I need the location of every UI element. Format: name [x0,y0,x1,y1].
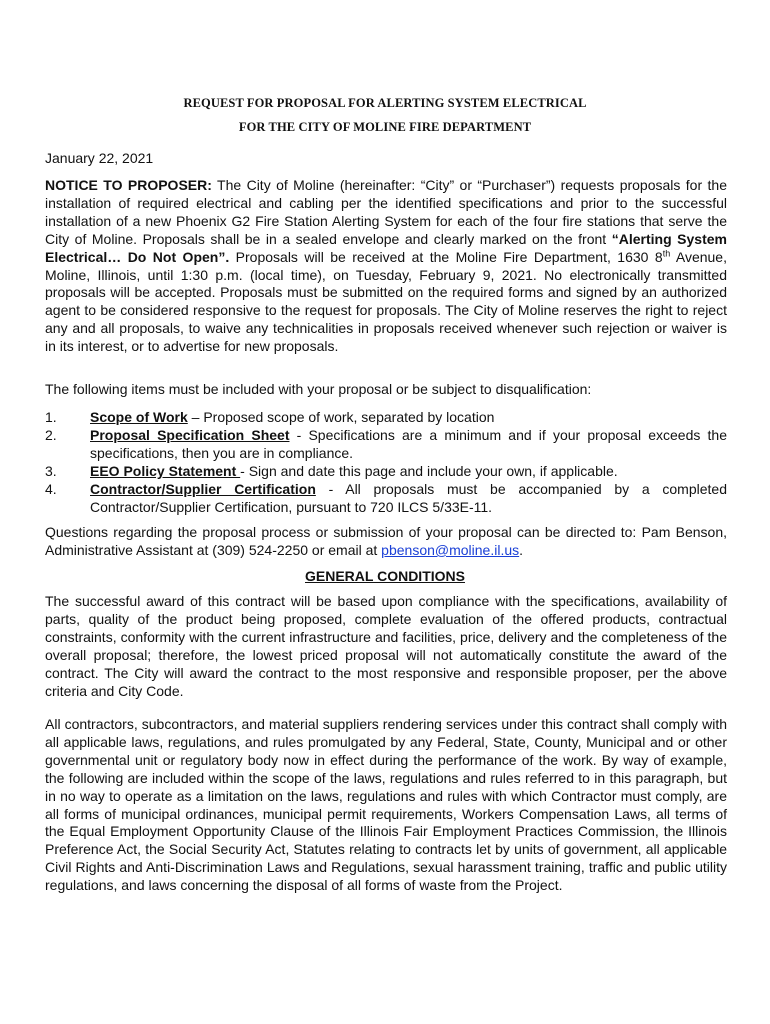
document-title-line-2: FOR THE CITY OF MOLINE FIRE DEPARTMENT [238,120,532,134]
notice-paragraph [45,177,727,356]
list-item-text [90,463,727,481]
list-item-description: - Sign and date this page and include your own, if applicable. [240,462,618,479]
list-item [45,409,727,427]
list-item-text [90,409,727,427]
list-item-number: 2. [45,426,57,443]
list-item-label: Contractor/Supplier Certification [90,480,316,497]
notice-text-c: Avenue, Moline, Illinois, until 1:30 p.m. (local time), on Tuesday, February 9, 2021. No electronically transmitted proposals will be accepted. Proposals must be submitted on the required forms and signed by an authorized agent to be considered responsive to the request for proposals. The City of Moline reserves the right to reject any and all proposals, to waive any technicalities in proposals received whenever such rejection or waiver is in its interest, or to advertise for new proposals. [45,248,727,355]
general-conditions-paragraph-1: The successful award of this contract will be based upon compliance with the specifications, availability of parts, quality of the product being proposed, complete evaluation of the offered products, contractual constraints, conformity with the current infrastructure and facilities, price, delivery and the completeness of the overall proposal; therefore, the lowest priced proposal will not automatically constitute the award of the contract. The City will award the contract to the most responsive and responsible proposer, per the above criteria and City Code. [45,593,727,699]
general-conditions-paragraph-2: All contractors, subcontractors, and material suppliers rendering services under this contract shall comply with all applicable laws, regulations, and rules promulgated by any Federal, State, County, Municipal and or other governmental unit or regulatory body now in effect during the performance of the work. By way of example, the following are included within the scope of the laws, regulations and rules referred to in this paragraph, but in no way to operate as a limitation on the laws, regulations and rules with which Contractor must comply, are all forms of municipal ordinances, municipal permit requirements, Workers Compensation Laws, all terms of the Equal Employment Opportunity Clause of the Illinois Fair Employment Practices Commission, the Illinois Preference Act, the Social Security Act, Statutes relating to contracts let by units of government, all applicable Civil Rights and Anti-Discrimination Laws and Regulations, sexual harassment training, traffic and public utility regulations, and laws concerning the disposal of all forms of waste from the Project. [45,716,727,894]
required-items-list [45,409,727,516]
list-item-description: - Specifications are a minimum and if your proposal exceeds the specifications, then you are in compliance. [90,426,728,461]
list-item-description: - All proposals must be accompanied by a completed Contractor/Supplier Certification, pursuant to 720 ILCS 5/33E-11. [90,480,727,515]
list-item-description: – Proposed scope of work, separated by location [187,409,495,425]
list-item-text [90,481,727,517]
list-item-label: EEO Policy Statement [90,462,241,479]
envelope-marking: “Alerting System Electrical… Do Not Open”. [45,230,727,265]
list-item-label: Scope of Work [90,409,188,425]
document-date: January 22, 2021 [45,150,154,166]
questions-paragraph [45,524,727,560]
notice-text-a: The City of Moline (hereinafter: “City” or “Purchaser”) requests proposals for the installation of required electrical and cabling per the identified specifications and prior to the successful installation of a new Phoenix G2 Fire Station Alerting System for each of the four fire stations that serve the City of Moline. Proposals shall be in a sealed envelope and clearly marked on the front [45,177,727,247]
notice-label: NOTICE TO PROPOSER: [45,177,212,193]
notice-text-b: Proposals will be received at the Moline Fire Department, 1630 8 [229,248,663,265]
list-item-text [90,427,727,463]
questions-end: . [519,541,524,558]
list-item [45,481,727,517]
list-item [45,427,727,463]
general-conditions-heading: GENERAL CONDITIONS [305,568,465,584]
contact-email-link[interactable]: pbenson@moline.il.us [381,541,520,558]
required-items-intro: The following items must be included with your proposal or be subject to disqualification: [45,381,592,397]
questions-text: Questions regarding the proposal process or submission of your proposal can be directed to: Pam Benson, Administrative Assistant at (309) 524-2250 or email at [45,524,727,558]
list-item-number: 4. [45,480,57,497]
list-item-number: 1. [45,409,57,425]
list-item-number: 3. [45,462,57,479]
ordinal-suffix: th [662,247,671,258]
list-item-label: Proposal Specification Sheet [90,426,290,443]
list-item [45,463,727,481]
document-title-line-1: REQUEST FOR PROPOSAL FOR ALERTING SYSTEM ELECTRICAL [183,96,587,110]
